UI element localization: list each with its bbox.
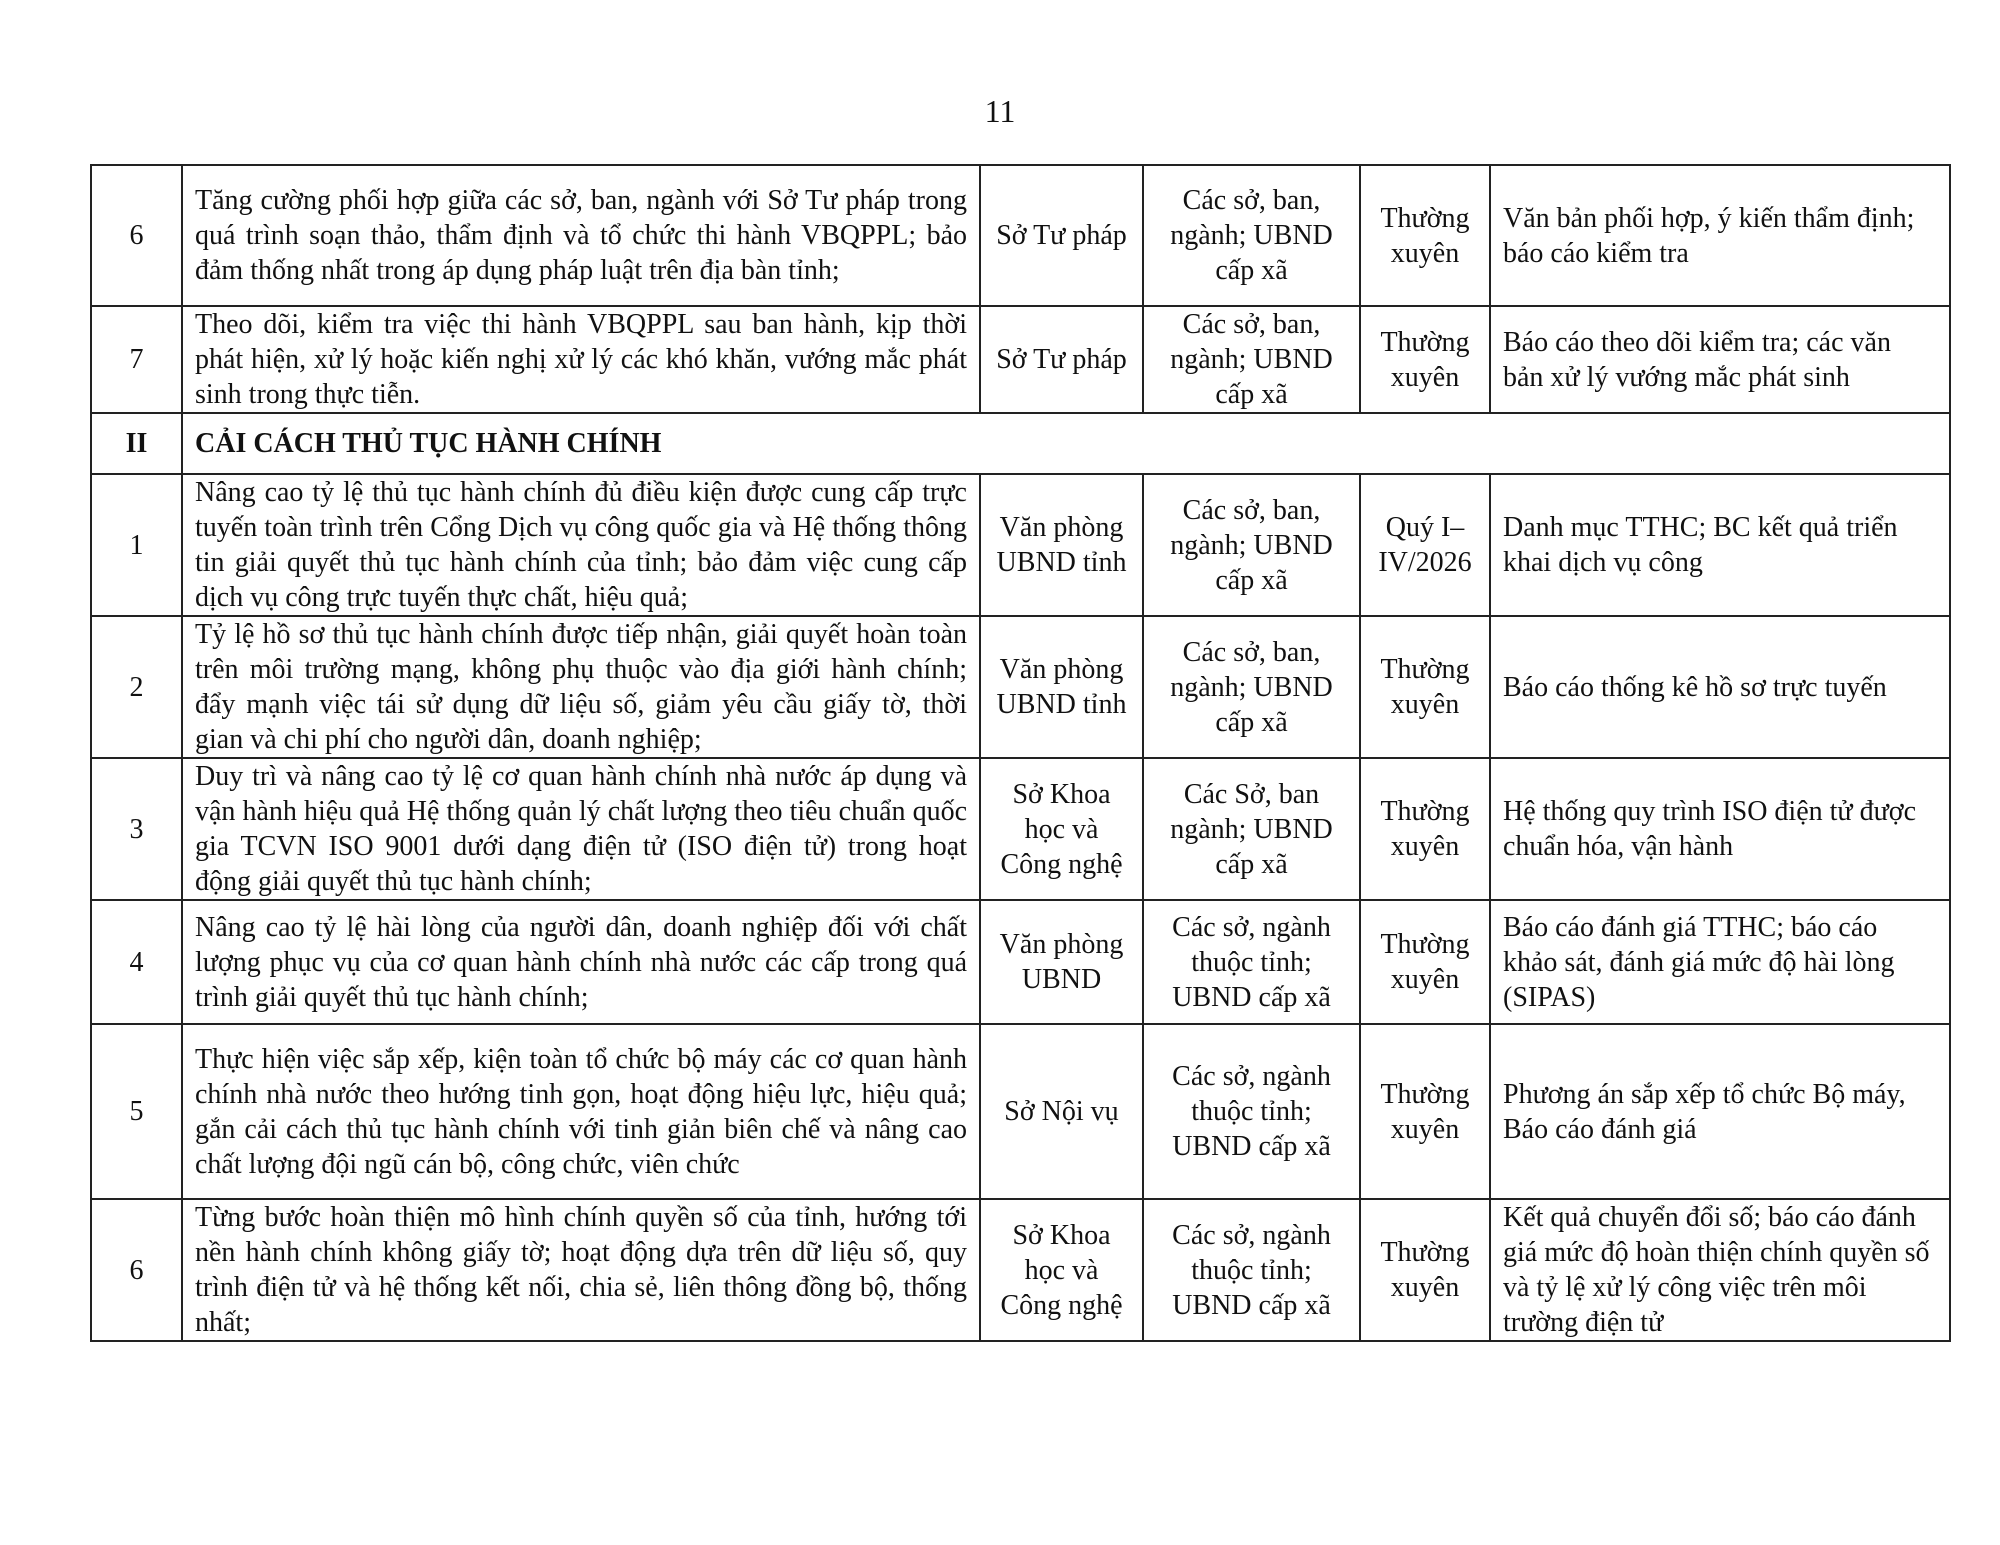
table-row [91,1024,1950,1199]
row-number: 6 [91,165,182,306]
output-product: Văn bản phối hợp, ý kiến thẩm định; báo cáo kiểm tra [1490,165,1950,306]
row-number: 5 [91,1024,182,1199]
output-product: Phương án sắp xếp tổ chức Bộ máy, Báo cáo đánh giá [1490,1024,1950,1199]
timeline: Quý I–IV/2026 [1360,474,1490,616]
lead-agency: Văn phòng UBND tỉnh [980,474,1143,616]
table-row [91,900,1950,1024]
row-number: 6 [91,1199,182,1341]
output-product: Hệ thống quy trình ISO điện tử được chuẩn hóa, vận hành [1490,758,1950,900]
lead-agency: Sở Tư pháp [980,165,1143,306]
task-content: Từng bước hoàn thiện mô hình chính quyền số của tỉnh, hướng tới nền hành chính không giấy tờ; hoạt động dựa trên dữ liệu số, quy trình điện tử và hệ thống kết nối, chia sẻ, liên thông đồng bộ, thống nhất; [182,1199,980,1341]
output-product: Danh mục TTHC; BC kết quả triển khai dịch vụ công [1490,474,1950,616]
lead-agency: Sở Khoa học và Công nghệ [980,758,1143,900]
coordinating-agency: Các sở, ban, ngành; UBND cấp xã [1143,165,1360,306]
task-content: Tỷ lệ hồ sơ thủ tục hành chính được tiếp nhận, giải quyết hoàn toàn trên môi trường mạng, không phụ thuộc vào địa giới hành chính; đẩy mạnh việc tái sử dụng dữ liệu số, giảm yêu cầu giấy tờ, thời gian và chi phí cho người dân, doanh nghiệp; [182,616,980,758]
timeline: Thường xuyên [1360,616,1490,758]
section-row [91,413,1950,474]
lead-agency: Văn phòng UBND [980,900,1143,1024]
timeline: Thường xuyên [1360,758,1490,900]
timeline: Thường xuyên [1360,165,1490,306]
task-content: Tăng cường phối hợp giữa các sở, ban, ngành với Sở Tư pháp trong quá trình soạn thảo, thẩm định và tổ chức thi hành VBQPPL; bảo đảm thống nhất trong áp dụng pháp luật trên địa bàn tỉnh; [182,165,980,306]
table-row [91,165,1950,306]
coordinating-agency: Các sở, ban, ngành; UBND cấp xã [1143,616,1360,758]
row-number: 1 [91,474,182,616]
output-product: Báo cáo theo dõi kiểm tra; các văn bản xử lý vướng mắc phát sinh [1490,306,1950,413]
row-number: 3 [91,758,182,900]
task-content: Theo dõi, kiểm tra việc thi hành VBQPPL sau ban hành, kịp thời phát hiện, xử lý hoặc kiến nghị xử lý các khó khăn, vướng mắc phát sinh trong thực tiễn. [182,306,980,413]
section-number: II [91,413,182,474]
task-content: Nâng cao tỷ lệ hài lòng của người dân, doanh nghiệp đối với chất lượng phục vụ của cơ quan hành chính nhà nước các cấp trong quá trình giải quyết thủ tục hành chính; [182,900,980,1024]
task-content: Thực hiện việc sắp xếp, kiện toàn tổ chức bộ máy các cơ quan hành chính nhà nước theo hướng tinh gọn, hoạt động hiệu lực, hiệu quả; gắn cải cách thủ tục hành chính với tinh giản biên chế và nâng cao chất lượng đội ngũ cán bộ, công chức, viên chức [182,1024,980,1199]
table-row [91,758,1950,900]
row-number: 7 [91,306,182,413]
lead-agency: Sở Nội vụ [980,1024,1143,1199]
table-row [91,306,1950,413]
timeline: Thường xuyên [1360,306,1490,413]
lead-agency: Sở Khoa học và Công nghệ [980,1199,1143,1341]
page-number: 11 [984,93,1016,129]
row-number: 4 [91,900,182,1024]
coordinating-agency: Các sở, ban, ngành; UBND cấp xã [1143,474,1360,616]
coordinating-agency: Các sở, ngành thuộc tỉnh; UBND cấp xã [1143,1024,1360,1199]
table-row [91,474,1950,616]
row-number: 2 [91,616,182,758]
timeline: Thường xuyên [1360,900,1490,1024]
timeline: Thường xuyên [1360,1199,1490,1341]
lead-agency: Văn phòng UBND tỉnh [980,616,1143,758]
coordinating-agency: Các sở, ngành thuộc tỉnh; UBND cấp xã [1143,900,1360,1024]
task-content: Nâng cao tỷ lệ thủ tục hành chính đủ điều kiện được cung cấp trực tuyến toàn trình trên Cổng Dịch vụ công quốc gia và Hệ thống thông tin giải quyết thủ tục hành chính của tỉnh; bảo đảm việc cung cấp dịch vụ công trực tuyến thực chất, hiệu quả; [182,474,980,616]
output-product: Báo cáo đánh giá TTHC; báo cáo khảo sát, đánh giá mức độ hài lòng (SIPAS) [1490,900,1950,1024]
table-row [91,1199,1950,1341]
lead-agency: Sở Tư pháp [980,306,1143,413]
coordinating-agency: Các Sở, ban ngành; UBND cấp xã [1143,758,1360,900]
coordinating-agency: Các sở, ngành thuộc tỉnh; UBND cấp xã [1143,1199,1360,1341]
output-product: Kết quả chuyển đổi số; báo cáo đánh giá mức độ hoàn thiện chính quyền số và tỷ lệ xử lý công việc trên môi trường điện tử [1490,1199,1950,1341]
section-title: CẢI CÁCH THỦ TỤC HÀNH CHÍNH [182,413,1950,474]
task-content: Duy trì và nâng cao tỷ lệ cơ quan hành chính nhà nước áp dụng và vận hành hiệu quả Hệ thống quản lý chất lượng theo tiêu chuẩn quốc gia TCVN ISO 9001 dưới dạng điện tử (ISO điện tử) trong hoạt động giải quyết thủ tục hành chính; [182,758,980,900]
timeline: Thường xuyên [1360,1024,1490,1199]
plan-table [90,164,1951,1342]
coordinating-agency: Các sở, ban, ngành; UBND cấp xã [1143,306,1360,413]
output-product: Báo cáo thống kê hồ sơ trực tuyến [1490,616,1950,758]
table-row [91,616,1950,758]
